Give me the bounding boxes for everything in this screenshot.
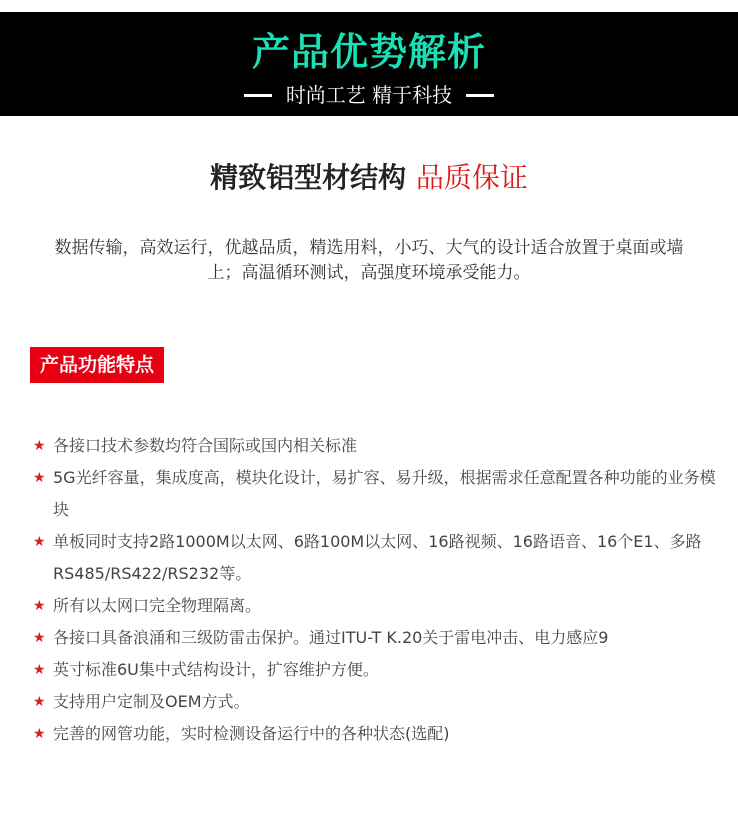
headline-accent: 品质保证	[415, 161, 528, 194]
dash-right-icon	[466, 94, 494, 97]
list-item	[33, 654, 723, 686]
banner-subtitle-row	[0, 82, 738, 108]
dash-left-icon	[244, 94, 272, 97]
feature-text: 各接口具备浪涌和三级防雷击保护。通过ITU-T K.20关于雷电冲击、电力感应9	[53, 628, 609, 647]
banner-title: 产品优势解析	[251, 30, 486, 74]
feature-text: 各接口技术参数均符合国际或国内相关标准	[53, 436, 358, 455]
headline-main: 精致铝型材结构	[210, 161, 407, 194]
list-item	[33, 590, 723, 622]
feature-text: 支持用户定制及OEM方式。	[53, 692, 250, 711]
list-item	[33, 622, 723, 654]
feature-text: 5G光纤容量，集成度高，模块化设计，易扩容、易升级，根据需求任意配置各种功能的业务模块	[53, 468, 716, 519]
header-banner	[0, 12, 738, 116]
list-item	[33, 686, 723, 718]
list-item	[33, 430, 723, 462]
feature-text: 所有以太网口完全物理隔离。	[53, 596, 262, 615]
banner-subtitle: 时尚工艺 精于科技	[285, 83, 453, 107]
feature-text: 英寸标准6U集中式结构设计，扩容维护方便。	[53, 660, 379, 679]
star-icon: ★	[33, 598, 46, 614]
star-icon: ★	[33, 534, 46, 550]
section-title: 产品功能特点	[30, 347, 164, 383]
description: 数据传输，高效运行，优越品质，精选用料，小巧、大气的设计适合放置于桌面或墙上；高温循环测试，高强度环境承受能力。	[54, 238, 684, 283]
star-icon: ★	[33, 662, 46, 678]
list-item	[33, 526, 723, 590]
star-icon: ★	[33, 470, 46, 486]
feature-text: 完善的网管功能，实时检测设备运行中的各种状态(选配)	[53, 724, 450, 743]
star-icon: ★	[33, 726, 46, 742]
star-icon: ★	[33, 694, 46, 710]
star-icon: ★	[33, 438, 46, 454]
list-item	[33, 718, 723, 750]
headline	[0, 160, 738, 196]
list-item	[33, 462, 723, 526]
feature-list	[33, 430, 723, 750]
feature-text: 单板同时支持2路1000M以太网、6路100M以太网、16路视频、16路语音、16个E1、多路RS485/RS422/RS232等。	[53, 532, 702, 583]
star-icon: ★	[33, 630, 46, 646]
